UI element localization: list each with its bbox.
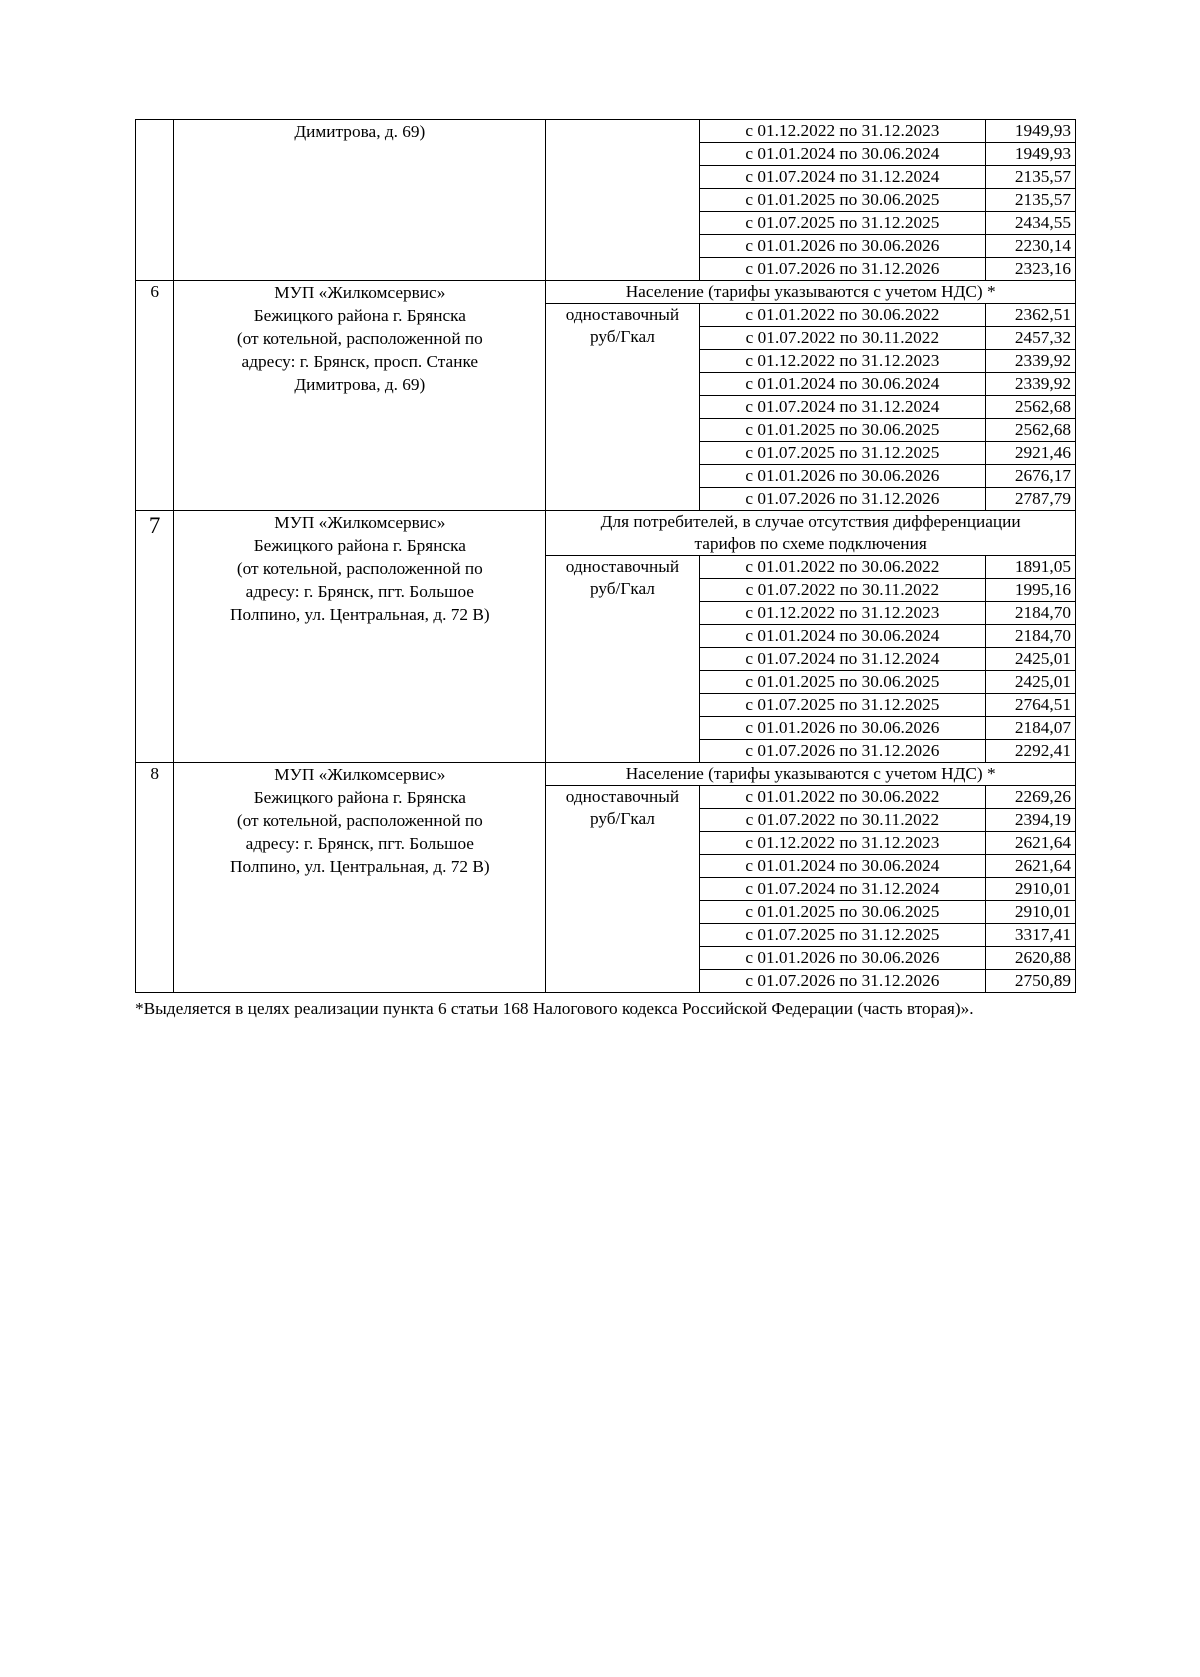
rate-period: с 01.01.2026 по 30.06.2026 xyxy=(699,465,986,488)
tariff-table xyxy=(135,119,1076,993)
cell-line: одноставочный xyxy=(565,787,680,806)
cell-line: (от котельной, расположенной по xyxy=(236,329,483,348)
rate-period: с 01.01.2022 по 30.06.2022 xyxy=(699,786,986,809)
rate-period: с 01.07.2025 по 31.12.2025 xyxy=(699,442,986,465)
cell-line: руб/Гкал xyxy=(589,579,655,598)
rate-period: с 01.01.2025 по 30.06.2025 xyxy=(699,419,986,442)
rate-value: 2339,92 xyxy=(986,373,1076,396)
rate-period: с 01.07.2024 по 31.12.2024 xyxy=(699,648,986,671)
consumer-group-header xyxy=(546,511,1076,556)
cell-line: адресу: г. Брянск, пгт. Большое xyxy=(245,834,474,853)
rate-period: с 01.07.2026 по 31.12.2026 xyxy=(699,258,986,281)
rate-period: с 01.12.2022 по 31.12.2023 xyxy=(699,350,986,373)
tariff-type-cell xyxy=(546,786,699,993)
cell-line: Население (тарифы указываются с учетом НДС) * xyxy=(625,282,996,301)
cell-line: адресу: г. Брянск, пгт. Большое xyxy=(245,582,474,601)
tariff-table-body xyxy=(136,120,1076,993)
rate-period: с 01.12.2022 по 31.12.2023 xyxy=(699,602,986,625)
table-row-header xyxy=(136,763,1076,786)
rate-period: с 01.01.2025 по 30.06.2025 xyxy=(699,671,986,694)
row-number: 6 xyxy=(136,281,174,511)
organization-cell xyxy=(174,511,546,763)
rate-value: 2434,55 xyxy=(986,212,1076,235)
cell-line: (от котельной, расположенной по xyxy=(236,811,483,830)
cell-line: Полпино, ул. Центральная, д. 72 В) xyxy=(230,605,490,624)
rate-value: 2750,89 xyxy=(986,970,1076,993)
footnote: *Выделяется в целях реализации пункта 6 статьи 168 Налогового кодекса Российской Федерации (часть вторая)». xyxy=(135,999,974,1018)
rate-value: 3317,41 xyxy=(986,924,1076,947)
cell-line: Димитрова, д. 69) xyxy=(294,375,426,394)
cell-line: Полпино, ул. Центральная, д. 72 В) xyxy=(230,857,490,876)
cell-line: руб/Гкал xyxy=(589,327,655,346)
rate-period: с 01.07.2026 по 31.12.2026 xyxy=(699,740,986,763)
rate-period: с 01.01.2024 по 30.06.2024 xyxy=(699,855,986,878)
cell-line: МУП «Жилкомсервис» xyxy=(274,283,446,302)
rate-period: с 01.01.2022 по 30.06.2022 xyxy=(699,556,986,579)
rate-value: 2921,46 xyxy=(986,442,1076,465)
cell-line: тарифов по схеме подключения xyxy=(694,534,927,553)
rate-value: 2135,57 xyxy=(986,189,1076,212)
rate-period: с 01.07.2024 по 31.12.2024 xyxy=(699,396,986,419)
rate-period: с 01.07.2026 по 31.12.2026 xyxy=(699,970,986,993)
rate-period: с 01.07.2024 по 31.12.2024 xyxy=(699,878,986,901)
rate-period: с 01.01.2022 по 30.06.2022 xyxy=(699,304,986,327)
rate-value: 2764,51 xyxy=(986,694,1076,717)
rate-value: 2292,41 xyxy=(986,740,1076,763)
organization-cell xyxy=(174,120,546,281)
rate-value: 1949,93 xyxy=(986,143,1076,166)
cell-line: Димитрова, д. 69) xyxy=(294,122,426,141)
cell-line: Население (тарифы указываются с учетом НДС) * xyxy=(625,764,996,783)
rate-period: с 01.12.2022 по 31.12.2023 xyxy=(699,120,986,143)
rate-value: 2425,01 xyxy=(986,671,1076,694)
cell-line: руб/Гкал xyxy=(589,809,655,828)
cell-line: (от котельной, расположенной по xyxy=(236,559,483,578)
rate-period: с 01.07.2022 по 30.11.2022 xyxy=(699,579,986,602)
cell-line: МУП «Жилкомсервис» xyxy=(274,765,446,784)
rate-period: с 01.07.2022 по 30.11.2022 xyxy=(699,327,986,350)
rate-value: 2787,79 xyxy=(986,488,1076,511)
organization-cell xyxy=(174,763,546,993)
organization-cell xyxy=(174,281,546,511)
table-row-header xyxy=(136,511,1076,556)
rate-value: 2425,01 xyxy=(986,648,1076,671)
row-number: 7 xyxy=(136,511,174,763)
document-page xyxy=(135,119,1076,1020)
cell-line: МУП «Жилкомсервис» xyxy=(274,513,446,532)
cell-line: одноставочный xyxy=(565,305,680,324)
rate-value: 2184,70 xyxy=(986,602,1076,625)
cell-line: адресу: г. Брянск, просп. Станке xyxy=(241,352,479,371)
rate-value: 2676,17 xyxy=(986,465,1076,488)
rate-period: с 01.12.2022 по 31.12.2023 xyxy=(699,832,986,855)
rate-value: 2910,01 xyxy=(986,878,1076,901)
cell-line: Бежицкого района г. Брянска xyxy=(253,788,466,807)
tariff-type-cell xyxy=(546,304,699,511)
rate-value: 2135,57 xyxy=(986,166,1076,189)
rate-period: с 01.01.2026 по 30.06.2026 xyxy=(699,947,986,970)
rate-value: 2323,16 xyxy=(986,258,1076,281)
consumer-group-header xyxy=(546,281,1076,304)
rate-value: 1949,93 xyxy=(986,120,1076,143)
rate-value: 2269,26 xyxy=(986,786,1076,809)
cell-line: Бежицкого района г. Брянска xyxy=(253,536,466,555)
cell-line: одноставочный xyxy=(565,557,680,576)
tariff-type-cell xyxy=(546,120,699,281)
row-number: 8 xyxy=(136,763,174,993)
table-row-header xyxy=(136,281,1076,304)
rate-value: 2394,19 xyxy=(986,809,1076,832)
rate-value: 2362,51 xyxy=(986,304,1076,327)
rate-value: 2457,32 xyxy=(986,327,1076,350)
rate-value: 2910,01 xyxy=(986,901,1076,924)
rate-period: с 01.07.2024 по 31.12.2024 xyxy=(699,166,986,189)
rate-period: с 01.01.2025 по 30.06.2025 xyxy=(699,901,986,924)
rate-value: 2230,14 xyxy=(986,235,1076,258)
rate-value: 2184,70 xyxy=(986,625,1076,648)
table-row xyxy=(136,120,1076,143)
row-number xyxy=(136,120,174,281)
rate-period: с 01.01.2024 по 30.06.2024 xyxy=(699,143,986,166)
rate-value: 2621,64 xyxy=(986,855,1076,878)
rate-value: 2621,64 xyxy=(986,832,1076,855)
rate-period: с 01.01.2025 по 30.06.2025 xyxy=(699,189,986,212)
rate-period: с 01.07.2025 по 31.12.2025 xyxy=(699,212,986,235)
rate-value: 1891,05 xyxy=(986,556,1076,579)
tariff-type-cell xyxy=(546,556,699,763)
rate-value: 2184,07 xyxy=(986,717,1076,740)
rate-period: с 01.07.2025 по 31.12.2025 xyxy=(699,694,986,717)
rate-value: 2339,92 xyxy=(986,350,1076,373)
rate-period: с 01.07.2022 по 30.11.2022 xyxy=(699,809,986,832)
rate-period: с 01.01.2024 по 30.06.2024 xyxy=(699,373,986,396)
rate-value: 1995,16 xyxy=(986,579,1076,602)
rate-period: с 01.07.2025 по 31.12.2025 xyxy=(699,924,986,947)
rate-period: с 01.01.2024 по 30.06.2024 xyxy=(699,625,986,648)
rate-value: 2562,68 xyxy=(986,396,1076,419)
rate-period: с 01.01.2026 по 30.06.2026 xyxy=(699,717,986,740)
rate-period: с 01.01.2026 по 30.06.2026 xyxy=(699,235,986,258)
rate-period: с 01.07.2026 по 31.12.2026 xyxy=(699,488,986,511)
rate-value: 2562,68 xyxy=(986,419,1076,442)
cell-line: Для потребителей, в случае отсутствия дифференциации xyxy=(600,512,1021,531)
rate-value: 2620,88 xyxy=(986,947,1076,970)
cell-line: Бежицкого района г. Брянска xyxy=(253,306,466,325)
consumer-group-header xyxy=(546,763,1076,786)
